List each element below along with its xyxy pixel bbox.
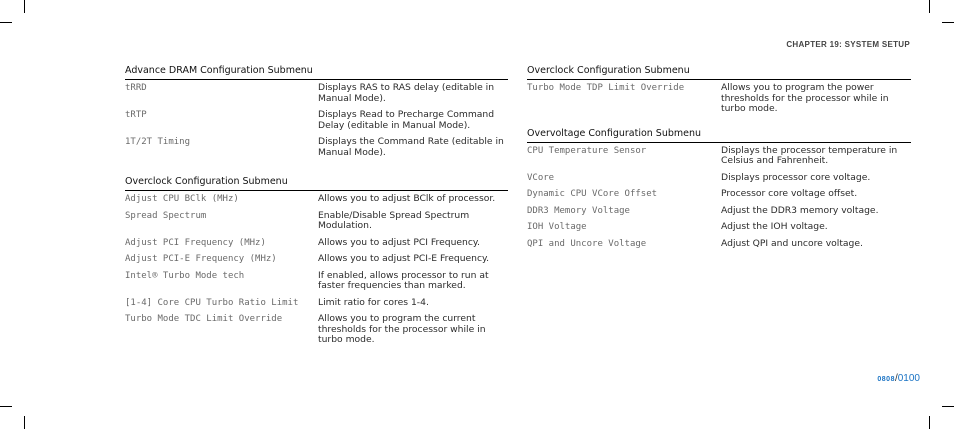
setting-description: If enabled, allows processor to run at faster frequencies than marked. — [318, 269, 489, 291]
setting-description: Adjust QPI and uncore voltage. — [721, 237, 863, 249]
setting-description: Displays Read to Precharge Command Delay (editable in Manual Mode). — [318, 109, 495, 131]
page-number: 0100 — [897, 373, 920, 384]
table-row — [125, 110, 508, 131]
table-row — [125, 271, 508, 292]
crop-mark — [24, 416, 25, 429]
setting-description: Adjust the DDR3 memory voltage. — [721, 204, 879, 216]
setting-name: CPU Temperature Sensor — [527, 145, 647, 156]
alienware-logo: 0808 — [877, 376, 895, 383]
crop-mark — [929, 0, 930, 13]
setting-name: VCore — [527, 172, 555, 183]
setting-description: Adjust the IOH voltage. — [721, 221, 828, 232]
left-column — [125, 65, 508, 362]
crop-mark — [24, 0, 25, 13]
setting-description: Allows you to adjust PCI Frequency. — [318, 236, 480, 248]
setting-description: Allows you to adjust BClk of processor. — [318, 193, 496, 204]
setting-name: tRTP — [125, 110, 147, 120]
table-row — [125, 238, 508, 249]
setting-description: Enable/Disable Spread Spectrum Modulation. — [318, 209, 470, 231]
crop-mark — [929, 416, 930, 429]
setting-name: Adjust PCI-E Frequency (MHz) — [125, 254, 277, 264]
section-overvoltage — [527, 128, 911, 250]
table-row — [125, 314, 508, 346]
setting-name: IOH Voltage — [527, 222, 587, 232]
setting-name: tRRD — [125, 83, 147, 93]
section-advance-dram — [125, 65, 508, 158]
table-row — [125, 298, 508, 309]
right-column — [527, 65, 911, 265]
table-row — [125, 211, 508, 232]
section-title: Overvoltage Configuration Submenu — [527, 128, 911, 143]
table-row — [527, 206, 911, 217]
crop-mark — [0, 406, 12, 407]
setting-description: Displays RAS to RAS delay (editable in Manual Mode). — [318, 82, 495, 104]
setting-name: QPI and Uncore Voltage — [527, 238, 647, 249]
setting-name: 1T/2T Timing — [125, 137, 191, 147]
setting-description: Processor core voltage offset. — [721, 188, 858, 199]
table-row — [125, 83, 508, 104]
crop-mark — [0, 22, 12, 23]
section-title: Overclock Configuration Submenu — [125, 176, 508, 191]
table-row — [527, 173, 911, 184]
section-overclock — [125, 176, 508, 346]
table-row — [125, 194, 508, 205]
table-row — [125, 137, 508, 158]
setting-description: Displays processor core voltage. — [721, 171, 871, 183]
section-title: Advance DRAM Configuration Submenu — [125, 65, 508, 80]
setting-description: Displays the processor temperature in Celsius and Fahrenheit. — [721, 144, 898, 166]
crop-mark — [942, 22, 954, 23]
table-row — [527, 222, 911, 233]
setting-name: DDR3 Memory Voltage — [527, 205, 630, 216]
setting-name: Dynamic CPU VCore Offset — [527, 189, 658, 199]
crop-mark — [942, 406, 954, 407]
setting-name: Turbo Mode TDP Limit Override — [527, 83, 685, 93]
setting-description: Allows you to program the current thresholds for the processor while in turbo mode. — [318, 313, 486, 345]
setting-name: Adjust CPU BClk (MHz) — [125, 194, 239, 204]
setting-name: Intel® Turbo Mode tech — [125, 270, 245, 281]
setting-name: Spread Spectrum — [125, 210, 207, 221]
setting-description: Allows you to adjust PCI-E Frequency. — [318, 253, 490, 264]
chapter-header: CHAPTER 19: SYSTEM SETUP — [786, 40, 910, 49]
table-row — [527, 146, 911, 167]
setting-description: Allows you to program the power thresholds for the processor while in turbo mode. — [721, 82, 889, 114]
page-footer — [877, 373, 920, 384]
page-separator: / — [894, 373, 898, 384]
table-row — [125, 254, 508, 265]
table-row — [527, 189, 911, 200]
setting-name: Turbo Mode TDC Limit Override — [125, 314, 283, 324]
setting-description: Limit ratio for cores 1-4. — [318, 296, 429, 308]
section-overclock-continued — [527, 65, 911, 115]
setting-name: Adjust PCI Frequency (MHz) — [125, 237, 266, 248]
table-row — [527, 83, 911, 115]
setting-name: [1-4] Core CPU Turbo Ratio Limit — [125, 297, 299, 308]
setting-description: Displays the Command Rate (editable in Manual Mode). — [318, 136, 504, 158]
table-row — [527, 239, 911, 250]
section-title: Overclock Configuration Submenu — [527, 65, 911, 80]
